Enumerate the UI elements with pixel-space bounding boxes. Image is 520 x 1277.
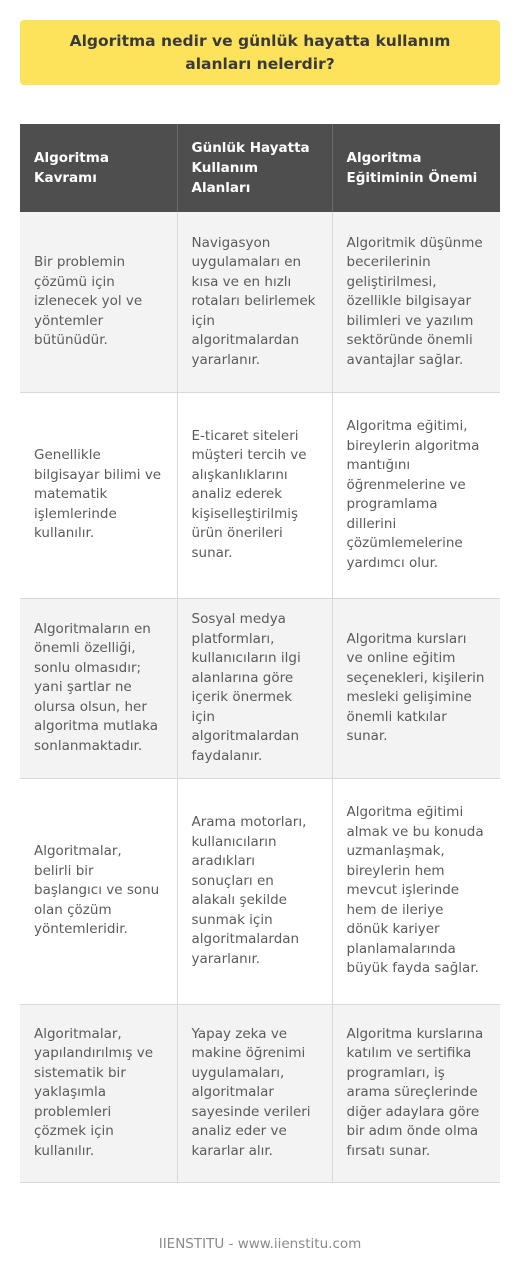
table-cell: Algoritma kurslarına katılım ve sertifika programları, iş arama süreçlerinde diğer adaylara göre bir adım önde olma fırsatı sunar. [332, 1004, 500, 1182]
table-cell: Algoritmalar, yapılandırılmış ve sistematik bir yaklaşımla problemleri çözmek için kullanılır. [20, 1004, 177, 1182]
table-row [20, 778, 500, 1004]
table-cell: Genellikle bilgisayar bilimi ve matematik işlemlerinde kullanılır. [20, 392, 177, 598]
table-cell: Algoritma kursları ve online eğitim seçenekleri, kişilerin mesleki gelişimine önemli katkılar sunar. [332, 598, 500, 778]
table-cell: Algoritma eğitimi, bireylerin algoritma mantığını öğrenmelerine ve programlama dillerini çözümlemelerine yardımcı olur. [332, 392, 500, 598]
table-cell: Sosyal medya platformları, kullanıcıların ilgi alanlarına göre içerik önermek için algoritmalardan faydalanır. [177, 598, 332, 778]
table-row [20, 212, 500, 392]
table-cell: Algoritmalar, belirli bir başlangıcı ve sonu olan çözüm yöntemleridir. [20, 778, 177, 1004]
table-row [20, 598, 500, 778]
table-cell: Algoritmik düşünme becerilerinin geliştirilmesi, özellikle bilgisayar bilimleri ve yazılım sektöründe önemli avantajlar sağlar. [332, 212, 500, 392]
title-banner [20, 20, 500, 85]
footer-credit: IIENSTITU - www.iienstitu.com [158, 1236, 362, 1252]
table-cell: Yapay zeka ve makine öğrenimi uygulamaları, algoritmalar sayesinde verileri analiz eder ve kararlar alır. [177, 1004, 332, 1182]
page-title: Algoritma nedir ve günlük hayatta kullanım alanları nelerdir? [69, 31, 451, 73]
table-row [20, 1004, 500, 1182]
table-cell: Arama motorları, kullanıcıların aradıkları sonuçları en alakalı şekilde sunmak için algoritmalardan yararlanır. [177, 778, 332, 1004]
table-cell: E-ticaret siteleri müşteri tercih ve alışkanlıklarını analiz ederek kişiselleştirilmiş ürün önerileri sunar. [177, 392, 332, 598]
table-header-row [20, 124, 500, 212]
table-cell: Algoritma eğitimi almak ve bu konuda uzmanlaşmak, bireylerin hem mevcut işlerinde hem de ileriye dönük kariyer planlamalarında büyük fayda sağlar. [332, 778, 500, 1004]
header-algorithm-concept: Algoritma Kavramı [20, 124, 177, 212]
header-education-importance: Algoritma Eğitiminin Önemi [332, 124, 500, 212]
header-daily-usage: Günlük Hayatta Kullanım Alanları [177, 124, 332, 212]
comparison-table [20, 124, 500, 1183]
table-cell: Bir problemin çözümü için izlenecek yol ve yöntemler bütünüdür. [20, 212, 177, 392]
table-row [20, 392, 500, 598]
table-cell: Navigasyon uygulamaları en kısa ve en hızlı rotaları belirlemek için algoritmalardan yararlanır. [177, 212, 332, 392]
table-cell: Algoritmaların en önemli özelliği, sonlu olmasıdır; yani şartlar ne olursa olsun, her algoritma mutlaka sonlanmaktadır. [20, 598, 177, 778]
